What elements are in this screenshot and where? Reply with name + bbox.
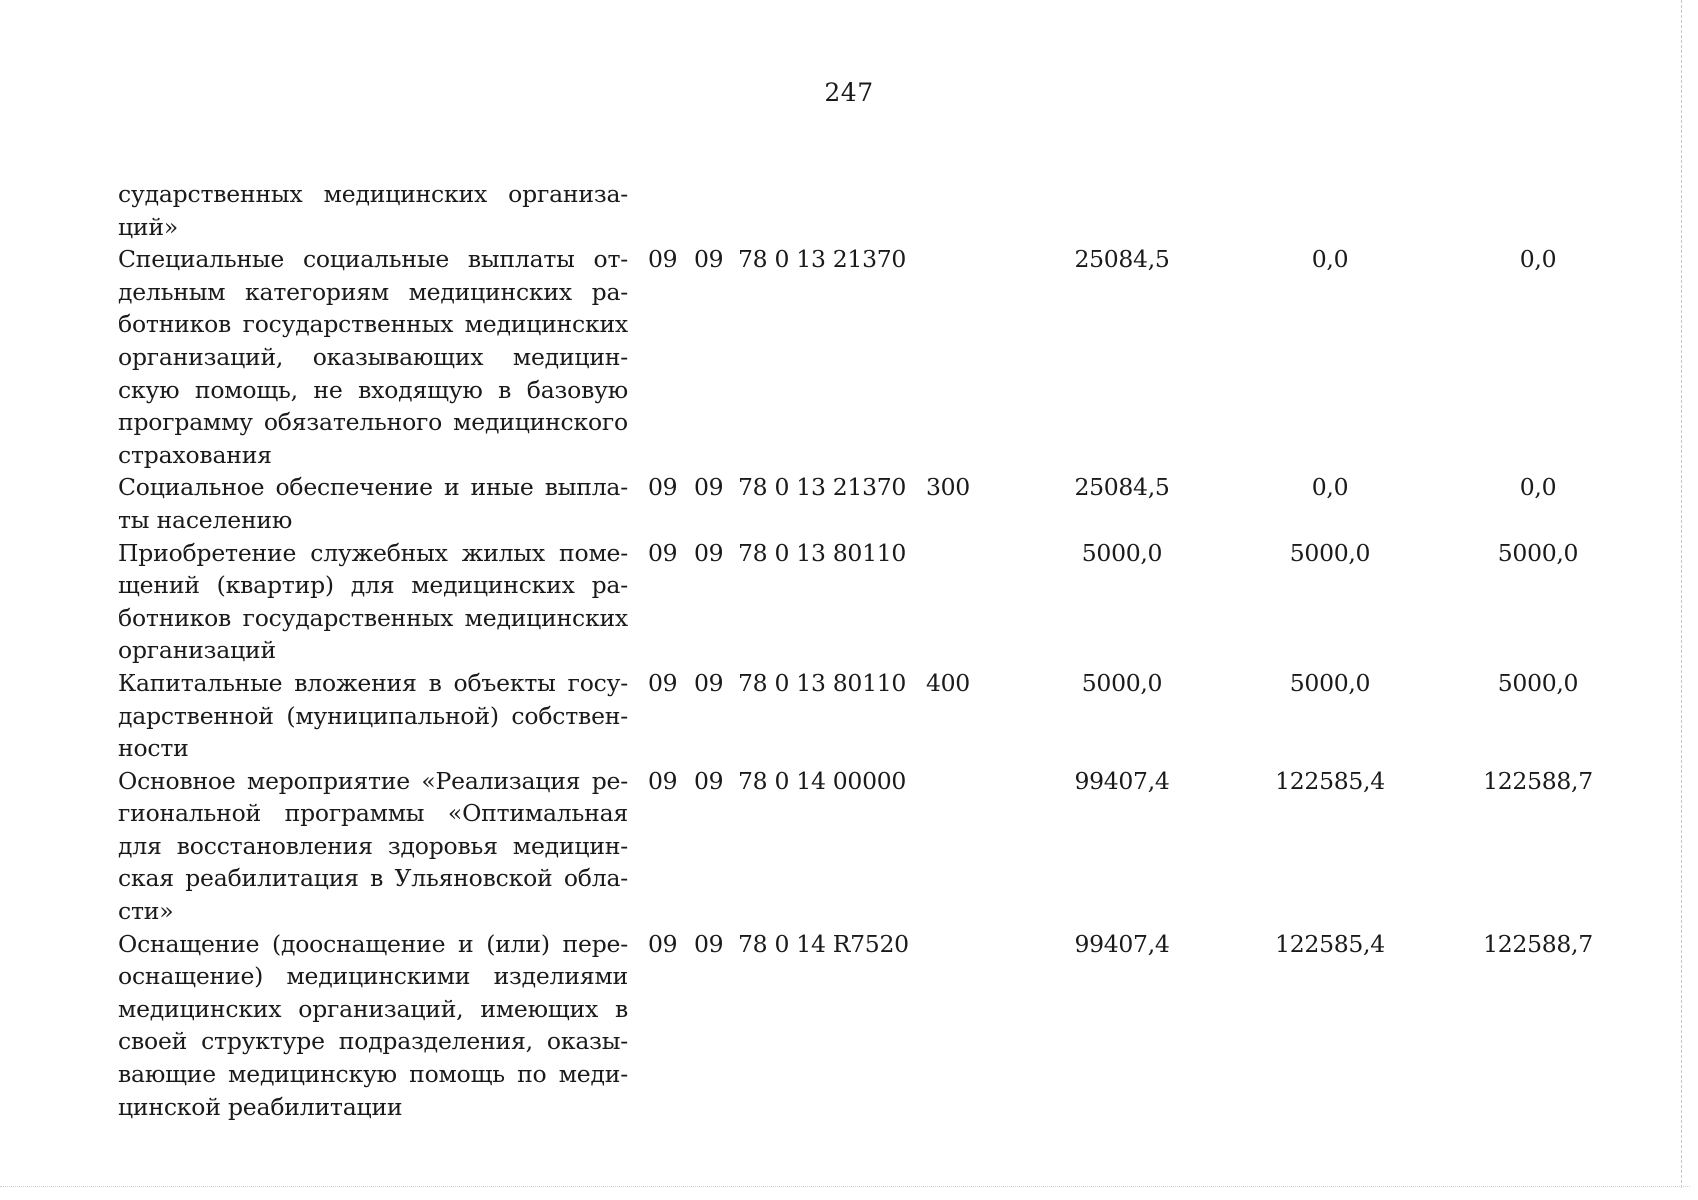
row-name: Социальное обеспечение и иные выпла-ты населению xyxy=(118,473,628,534)
cell-section: 09 xyxy=(648,668,678,697)
cell-section: 09 xyxy=(648,538,678,567)
row-name: Основное мероприятие «Реализация ре-гиональной программы «Оптимальная для восстановления здоровья медицин-ская реабилитация в Ульяновской обла-сти» xyxy=(118,766,628,926)
cell-section: 09 xyxy=(648,245,678,274)
row-name: Капитальные вложения в объекты госу-дарственной (муниципальной) собствен-ности xyxy=(118,668,628,763)
cell-target-article: 78 0 13 21370 xyxy=(738,245,907,274)
cell-amount-1: 99407,4 xyxy=(1074,929,1170,958)
cell-subsection: 09 xyxy=(694,538,724,567)
cell-amount-1: 5000,0 xyxy=(1081,538,1163,567)
table-row xyxy=(118,667,1578,765)
cell-target-article: 78 0 13 80110 xyxy=(738,668,907,697)
cell-amount-1: 25084,5 xyxy=(1074,473,1170,502)
table-row xyxy=(118,928,1593,1124)
cell-expense-type: 300 xyxy=(926,473,970,502)
row-name: Специальные социальные выплаты от-дельным категориям медицинских ра-ботников государственных медицинских организаций, оказывающих медицин-скую помощь, не входящую в базовую программу обязательного медицинского страхования xyxy=(118,245,628,469)
row-name: сударственных медицинских организа-ций» xyxy=(118,180,628,241)
cell-target-article: 78 0 14 R7520 xyxy=(738,929,909,958)
cell-target-article: 78 0 13 80110 xyxy=(738,538,907,567)
row-name: Приобретение служебных жилых поме-щений (квартир) для медицинских ра-ботников государственных медицинских организаций xyxy=(118,538,628,665)
table-row xyxy=(118,471,1578,536)
cell-amount-3: 5000,0 xyxy=(1497,668,1579,697)
budget-table xyxy=(118,178,1593,1123)
cell-amount-2: 5000,0 xyxy=(1289,668,1371,697)
cell-target-article: 78 0 13 21370 xyxy=(738,473,907,502)
cell-amount-2: 0,0 xyxy=(1311,245,1349,274)
cell-amount-3: 122588,7 xyxy=(1483,766,1593,795)
cell-amount-1: 25084,5 xyxy=(1074,245,1170,274)
cell-amount-2: 0,0 xyxy=(1311,473,1349,502)
scan-edge-line xyxy=(1681,0,1683,1188)
cell-subsection: 09 xyxy=(694,929,724,958)
page-number: 247 xyxy=(824,78,874,107)
table-row xyxy=(118,178,1578,243)
cell-expense-type: 400 xyxy=(926,668,970,697)
cell-amount-2: 5000,0 xyxy=(1289,538,1371,567)
cell-section: 09 xyxy=(648,929,678,958)
scan-edge-line xyxy=(0,1186,1690,1188)
row-name: Оснащение (дооснащение и (или) пере-оснащение) медицинскими изделиями медицинских организаций, имеющих в своей структуре подразделения, оказы-вающие медицинскую помощь по меди-цинской реабилитации xyxy=(118,929,628,1121)
table-row xyxy=(118,243,1578,471)
cell-amount-3: 0,0 xyxy=(1519,245,1557,274)
cell-amount-3: 122588,7 xyxy=(1483,929,1593,958)
cell-amount-1: 5000,0 xyxy=(1081,668,1163,697)
cell-subsection: 09 xyxy=(694,766,724,795)
cell-amount-3: 0,0 xyxy=(1519,473,1557,502)
cell-subsection: 09 xyxy=(694,473,724,502)
table-row xyxy=(118,537,1578,667)
cell-subsection: 09 xyxy=(694,245,724,274)
cell-amount-2: 122585,4 xyxy=(1275,929,1385,958)
cell-amount-1: 99407,4 xyxy=(1074,766,1170,795)
cell-target-article: 78 0 14 00000 xyxy=(738,766,907,795)
cell-amount-2: 122585,4 xyxy=(1275,766,1385,795)
cell-section: 09 xyxy=(648,766,678,795)
cell-amount-3: 5000,0 xyxy=(1497,538,1579,567)
cell-section: 09 xyxy=(648,473,678,502)
table-row xyxy=(118,765,1593,928)
cell-subsection: 09 xyxy=(694,668,724,697)
